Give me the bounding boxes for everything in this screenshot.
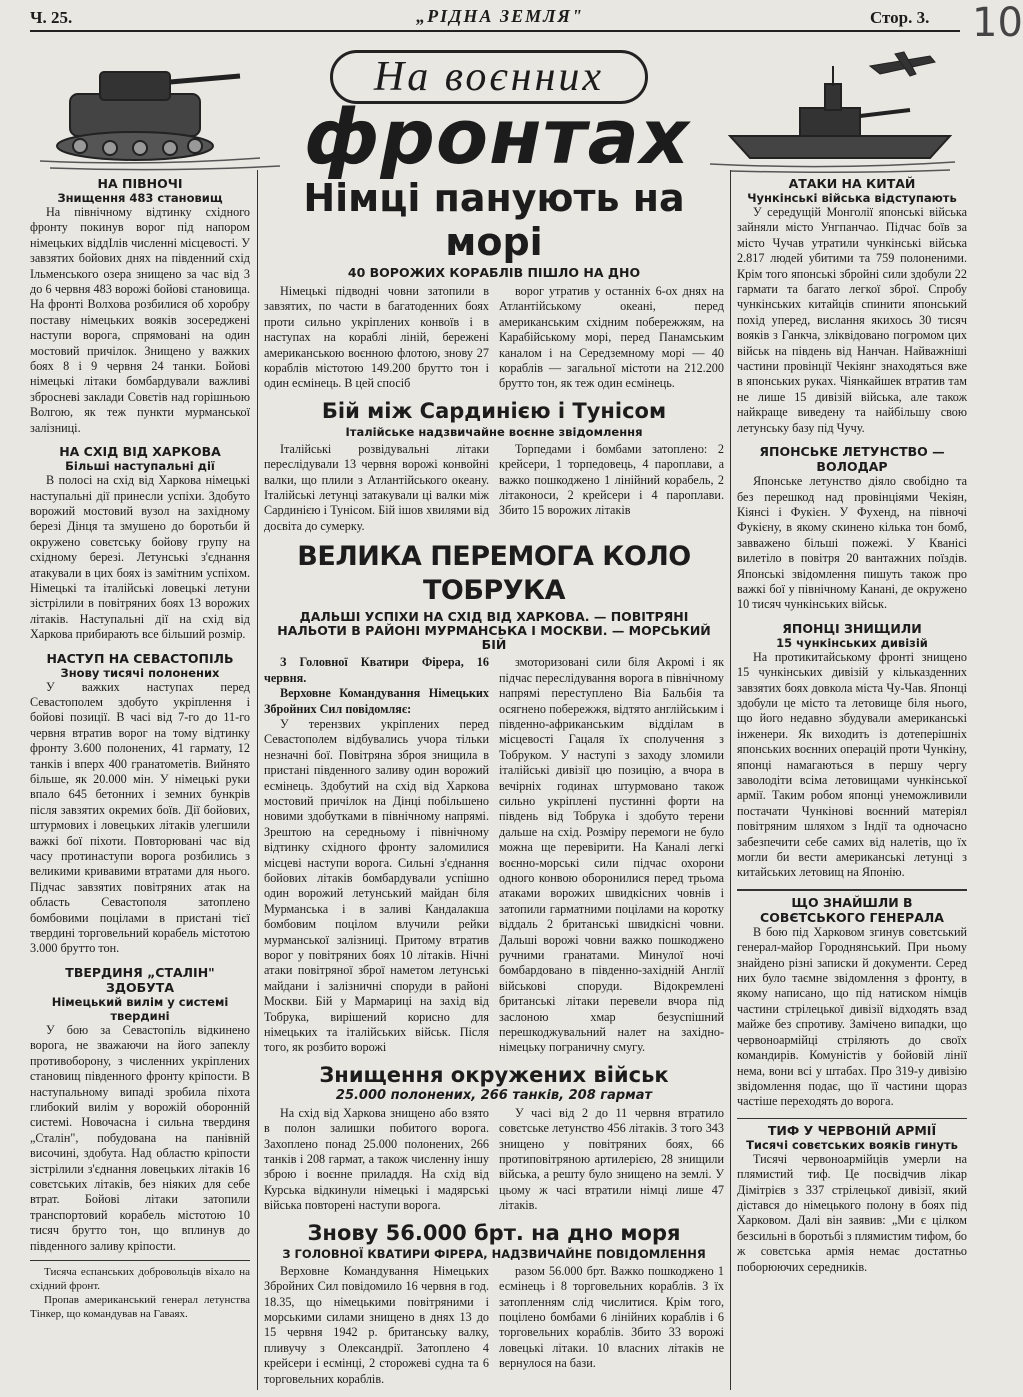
section-title: АТАКИ НА КИТАЙ <box>788 176 916 191</box>
section-japanese-air <box>737 444 967 613</box>
warship-illustration <box>730 66 950 158</box>
article-text-left: Італійські розвідувальні літаки переслідували 13 червня ворожі конвойні валки, що плили з Атлантійського океану. Італійські летунці затакували ці валки між Сардинією і Тунісом. Бій ішов хвилями від досвіта до сумерку. <box>264 441 489 533</box>
article-title: ВЕЛИКА ПЕРЕМОГА КОЛО ТОБРУКА <box>297 541 691 607</box>
article-encircled <box>264 1062 724 1214</box>
article-intro: Верховне Командування Німецьких Збройних Сил повідомляє: <box>264 686 489 716</box>
article-text-right: змоторизовані сили біля Акромі і як підчас переслідування ворога в північному напрямі переступлено Віа Бальбія та осягнено побережжя, відтято англійським і південно-африканським відділам в місцевості Гацаля їх сполучення з Тобруком. У наступі з заходу зломили італійські дивізії цю позицію, а вчора в вечірніх годинах штурмовано також сильно укріплені пустинні форти на південь від Тобрука і здобуто терени дальше на схід. Розміру перемоги не було можна ще перевірити. На Каналі легкі воєнно-морські сили підчас охорони одного конвою оборонилися перед трьома атаками ворожих швидкісних човнів і затопили гарматними поцілами на коротку віддаль 2 британські швидкісні човни. Дальші ворожі човни важко пошкоджено ручними гранатами. Минулої ночі бомбардовано в південно-західній Англії військові споруди. Відокремлені британські літаки перевели вчора під заслоною хмар безуспішний перешкоджувальний налет на західно-німецьку пограничну смугу. <box>499 655 724 1055</box>
column-rule-left <box>257 170 258 1390</box>
article-subtitle: ДАЛЬШІ УСПІХИ НА СХІД ВІД ХАРКОВА. — ПОВІТРЯНІ НАЛЬОТИ В РАЙОНІ МУРМАНСЬКА І МОСКВИ. — МОРСЬКИЙ БІЙ <box>277 609 711 653</box>
article-subtitle: З ГОЛОВНОЇ КВАТИРИ ФІРЕРА, НАДЗВИЧАЙНЕ ПОВІДОМЛЕННЯ <box>282 1246 706 1261</box>
section-body: Японське летунство діяло свобідно та без перешкод над провінціями Чекіян, Кіянсі і Фукієн. У Фухенд, на півночі Фукієну, в якому скинено кілька тон бомб, завважено більші пожежі. У Кванісі вилетіло в повітря 20 вантажних поїздів. Японські звідомлення пишуть також про важкі бої у північному Канані, де окружено 10 тисяч чункінських військ. <box>737 474 967 612</box>
article-title: Знову 56.000 брт. на дно моря <box>307 1220 681 1245</box>
section-body: В полосі на схід від Харкова німецькі наступальні дії принесли успіхи. Здобуто ворожий мостовий вузол на західному березі Дінця та змушено до боротьби й окружено совєтську бойову групу на східному березі. Летунські з'єднання атакували в цих боях із замітним успіхом. Німецькі та італійські ловецькі летуни зістрілили в повітряних боях 13 ворожих літаків. Наступальні дії на схід від Харкова прибирають все більший розмір. <box>30 473 250 642</box>
section-title: НА СХІД ВІД ХАРКОВА <box>59 444 221 460</box>
article-subtitle: 40 ВОРОЖИХ КОРАБЛІВ ПІШЛО НА ДНО <box>347 265 641 280</box>
article-text-left: У терензвих укріплених перед Севастополем відбувались учора тільки незначні бої. Повітряна зброя знищила в пристані південного заливу один ворожий есмінець. Здобутий на схід від Харкова мостовий причілок на Дінці побільшено новими здобутками в північному напрямі. Зрештою на середньому і північному відтинку східного фронту заломилися місцеві наступи ворога. Сильні з'єднання бойових літаків бомбардували успішно один ворожий летунський майдан біля Мурманська і в заливі Кандалакша бомбовим поцілом влучили рейки мурманської залізниці. Притому втратив ворог у повітряних боях 10 літаків. Нічні атаки повітряної зброї наметом летунські майдани і залізничні споруди в районі Москви. Бій у Мармариці на захід від Тобрука, вирішений корисно для німецьких та італійських військ. Після того, як розбито ворожі <box>264 716 489 1055</box>
section-body: У важких наступах перед Севастополем здобуто укріплення і бойові позиції. В часі від 7-го до 11-го червня втратив ворог на тому відтинку фронту 3.600 полонених, 41 гармату, 12 танків і вперх 400 гранатометів. Вийнято більше, як 20.000 мін. У німецькі руки впало 645 бетонних і земних бункрів після завзятих окремих боїв. Дії бойових, штурмових і ловецьких літаків улегшили важкі бої піхоти. Повторювані час від часу протинаступи ворога розбились з великими кривавими втратами для нього. Підчас завзятих повітряних атак на область Севастополя затоплено бомбовими поцілами в пристані тієї твердині торговельний корабель містотою 3.000 брутто тон. <box>30 679 250 956</box>
left-column <box>30 176 250 1321</box>
article-subtitle: 25.000 полонених, 266 танків, 208 гармат <box>335 1087 653 1103</box>
tank-illustration <box>57 72 240 160</box>
article-title: Знищення окружених військ <box>319 1062 669 1087</box>
right-column <box>737 176 967 1275</box>
article-dateline: З Головної Кватири Фірера, 16 червня. <box>264 655 489 685</box>
section-body: В бою під Харковом згинув совєтський генерал-майор Городнянський. При ньому знайдено різні записки й документи. Серед них було таємне звідомлення з фронту, в якому написано, що під натиском німців частини стрілецької дивізії відходять взад майже без спротиву. Замічено випадки, що червоноармійці стріляють до своїх командирів. Комуністів у бойовій лінії нема, вони всі у штабах. Про 319-у дивізію звідомлення подає, що її частини щораз частіше переходять до ворога. <box>737 924 967 1109</box>
aircraft-illustration <box>870 52 935 76</box>
article-text-left: Німецькі підводні човни затопили в завзятих, по части в багатоденних боях проти сильно укріплених конвоїв і в наступах на кораблі ліній, бережені американською воєнною флотою, знову 27 кораблів містотою 149.200 брутто тон і один есмінець. В цей спосіб <box>264 284 489 391</box>
banner-top-text: На воєнних <box>330 50 648 104</box>
section-north <box>30 176 250 436</box>
article-text-right: ворог утратив у останніх 6-ох днях на Атлантійському океані, перед американським східним побережжям, на Карабійському морі, перед Панамським каналом і на Середземному морі — 40 кораблів — загальної містоти на 212.200 брутто тон, як теж один есмінець. <box>499 284 724 391</box>
section-typhus <box>737 1123 967 1275</box>
banner-main-text: фронтах <box>304 92 690 181</box>
article-text-right: разом 56.000 брт. Важко пошкоджено 1 есмінець і 8 торговельних кораблів. З їх затопленням слід числитися. Крім того, поцілено бомбами 6 лінійних кораблів і 6 торговельних кораблів. Збито 33 ворожі ловецькі літаки. 10 власних літаків не вернулося на бази. <box>499 1263 724 1371</box>
section-rule <box>737 1118 967 1119</box>
section-soviet-general <box>737 895 967 1110</box>
section-title: ТИФ У ЧЕРВОНІЙ АРМІЇ <box>767 1122 937 1138</box>
section-title: ЯПОНЦІ ЗНИЩИЛИ <box>782 620 922 636</box>
section-subtitle: Німецький вилім у системі твердині <box>51 994 229 1023</box>
section-japanese-destroyed <box>737 621 967 881</box>
section-title: ЩО ЗНАЙШЛИ В СОВЄТСЬКОГО ГЕНЕРАЛА <box>760 894 944 925</box>
column-rule-right <box>730 170 731 1390</box>
section-subtitle: Тисячі совєтських вояків гинуть <box>746 1137 958 1152</box>
footnote: Пропав американський генерал летунства Тінкер, що командував на Гаваях. <box>30 1293 250 1320</box>
section-fortress <box>30 965 250 1254</box>
footnote: Тисяча еспанських добровольців віхало на східний фронт. <box>30 1265 250 1292</box>
article-text-left: На схід від Харкова знищено або взято в полон залишки побитого ворога. Захоплено понад 25.000 полонених, 266 танків і 208 гармат, а також численну іншу зброю і воєнне приладдя. На схід від Курська відкинули німецькі і мадярські війська повторені наступи ворога. <box>264 1105 489 1213</box>
section-rule <box>737 889 967 891</box>
section-kharkiv <box>30 444 250 642</box>
handwritten-mark: 10 <box>972 0 1023 46</box>
article-title: Німці панують на морі <box>303 176 685 264</box>
center-column <box>264 176 724 1387</box>
article-subtitle: Італійське надзвичайне воєнне звідомлення <box>345 424 643 439</box>
issue-number: Ч. 25. <box>30 8 73 27</box>
section-body: У бою за Севастопіль відкинено ворога, не зважаючи на його запеклу противоборону, з численних укріплених становищ південного фронту кріпости. В наступальному випаді зробила піхота глибокий вилім у ворожій оборонній системі. Новочасна і сильна твердиня „Сталін", побудована на панівній височині, здобута. Над областю кріпости зістрілили з'єднання ловецьких літаків 16 совєтських літаків, без ніяких для себе втрат. Бойові літаки затопили транспортовий корабель містотою 10 тисяч брутто тон, що вплинув до південного заливу кріпости. <box>30 1022 250 1253</box>
section-body: На північному відтинку східного фронту покинув ворог під напором німецьких віддІлів численні місцевості. У завзятих бойових днях на південний схід Ільменського озера знищено за час від 3 до 6 червня 483 ворожі бойові становища. На фронті Волхова розбилися об хоробру поставу німецьких вояків зосереджені наступи ворога, спрямовані на один мостовий причілок. Знищено у важких боях 8 і 9 червня 24 танки. Бойові німецькі літаки бомбардували важливі збросневі заклади Совєтів над горішньою Волгою, як теж пункти мурманської залізниці. <box>30 205 250 435</box>
section-body: У середущій Монголії японські війська зайняли місто Унгпанчао. Підчас боїв за місто Чучав утратили чункінські війська 2.817 людей убитими та 759 полоненими. Крім того японські збройні сили здобули 22 гармати та багато легкої зброї. Спробу чункінських китайців спинити японський похід уперед, вислання якихось 30 тисяч вояків з Ганкча, зліквідовано погромом цих військ на південь від Нанчан. Найважніші частини провінції Чекіянг знаходяться вже в японських руках. Чіянкайшек втратив там не лише 15 дивізій війська, але також найкраще виведену та найбільшу свою летунську базу під Чучу. <box>737 205 967 435</box>
section-body: На протикитайському фронті знищено 15 чункінських дивізій у кільказденних завзятих боях довкола міста Чу-Чав. Японці здобули це місто та летовище біля нього, що його недавно збудували американські інженери. Як виходить із дотеперішніх японських воєнних операцій проти Чункіну, японці намагаються в першу чергу заволодіти всіма летовищами чункінської армії. Таким робом японці унеможливили постачати Чункінові воєнний матеріял повітряним шляхом з Індії та одночасно забезпечити себе самих від налетів, що їх могли би вести американські летунці з китайських летовищ на Японію. <box>737 649 967 880</box>
section-title: НА ПІВНОЧІ <box>97 176 183 191</box>
article-text-right: Торпедами і бомбами затоплено: 2 крейсери, 1 торпедовець, 4 пароплави, а важко пошкоджено 1 лінійний корабель, 2 літаконоси, 2 крейсери і 4 пароплави. Збито 15 ворожих літаків <box>499 441 724 518</box>
section-title: НАСТУП НА СЕВАСТОПІЛЬ <box>46 650 234 666</box>
section-subtitle: Більші наступальні дії <box>65 459 215 474</box>
article-tobruk <box>264 540 724 1056</box>
footnotes <box>30 1265 250 1321</box>
section-subtitle: Чункінські війська відступають <box>747 191 957 205</box>
header-rule <box>30 30 960 32</box>
footnote-rule <box>30 1260 250 1261</box>
article-text-right: У часі від 2 до 11 червня втратило совєтське летунство 456 літаків. З того 343 знищено у повітряних боях, 66 протиповітряною артилерією, 28 знищили війська, а решту було знищено на землі. У цьому ж часі втратили німці лише 47 літаків. <box>499 1105 724 1213</box>
section-body: Тисячі червоноармійців умерли на плямистий тиф. Це посвідчив лікар Дімітрієв з 337 стрілецької дивізії, який дістався до німецького полону в боях під Харковом. Далі він заявив: „Ми є цілком безсильні в боротьбі з плямистим тифом, бо ж совєтська армія немає достатньо поборюючих середників. <box>737 1151 967 1274</box>
article-sea-again <box>264 1220 724 1387</box>
section-title: ЯПОНСЬКЕ ЛЕТУНСТВО — ВОЛОДАР <box>759 444 945 475</box>
section-subtitle: Знищення 483 становищ <box>57 191 223 205</box>
section-china <box>737 176 967 436</box>
article-text-left: Верховне Командування Німецьких Збройних Сил повідомило 16 червня в год. 18.35, що німецькими повітряними і морськими силами знищено в днях 13 до 15 червня 1942 р. британську валку, пливучу з Олександрії. Затоплено 4 крейсери і есмінці, 2 сторожеві судна та 6 торговельних кораблів. <box>264 1263 489 1386</box>
article-sardinia <box>264 398 724 534</box>
section-sevastopol <box>30 651 250 957</box>
page-number: Стор. 3. <box>870 8 930 27</box>
newspaper-title: „РІДНА ЗЕМЛЯ" <box>416 6 584 26</box>
section-subtitle: Знову тисячі полонених <box>60 665 220 680</box>
article-sea <box>264 176 724 392</box>
section-subtitle: 15 чункінських дивізій <box>776 635 928 650</box>
section-title: ТВЕРДИНЯ „СТАЛІН" ЗДОБУТА <box>65 964 215 995</box>
article-title: Бій між Сардинією і Тунісом <box>321 398 667 423</box>
